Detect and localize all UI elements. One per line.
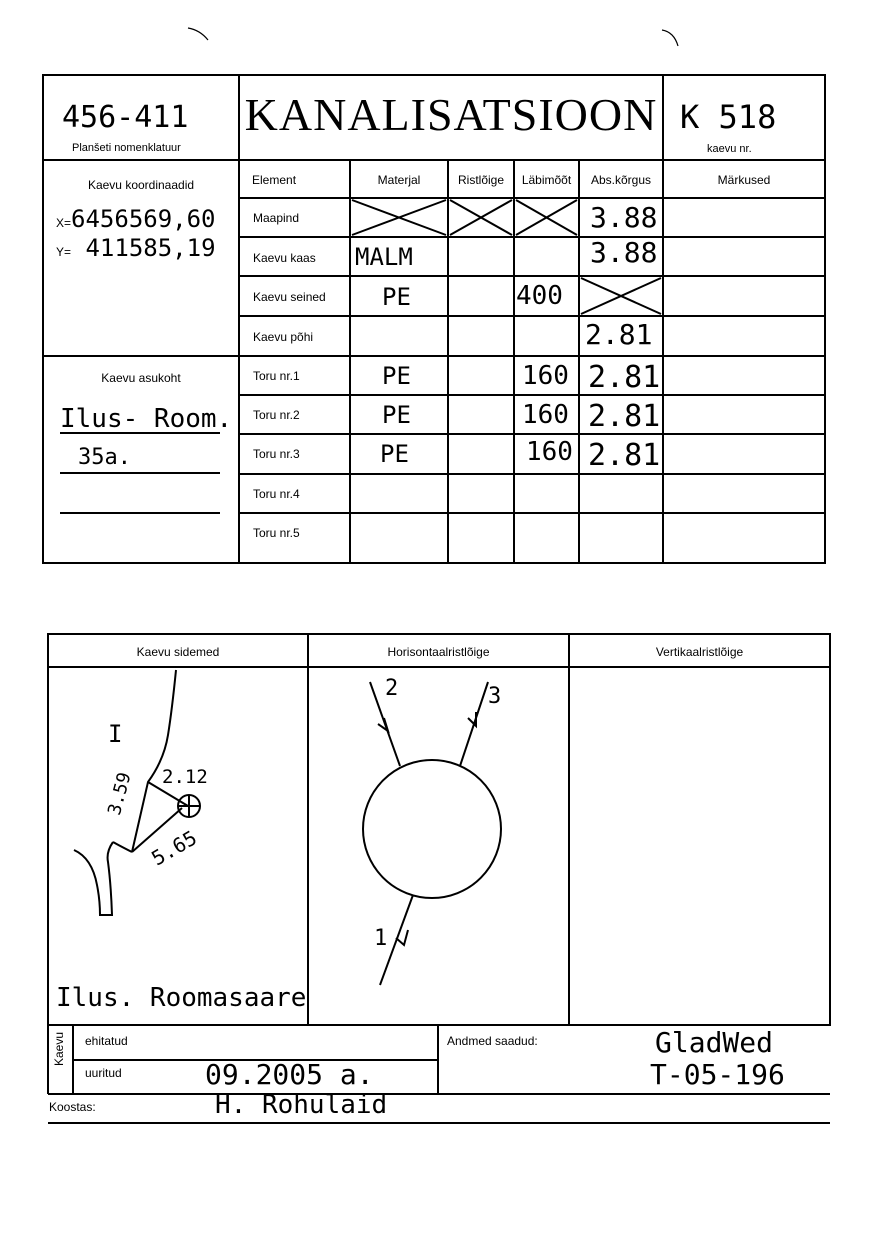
row-element: Kaevu põhi — [253, 330, 314, 344]
street-name: Ilus. Roomasaare — [56, 983, 307, 1013]
pipe-1-label: 1 — [374, 926, 388, 951]
row-diameter: 160 — [522, 400, 569, 430]
location-label: Kaevu asukoht — [101, 371, 181, 385]
y-coordinate — [56, 234, 216, 262]
ties-dim-1: 2.12 — [162, 766, 208, 788]
well-number: K 518 — [680, 98, 777, 136]
row-element: Toru nr.3 — [253, 447, 300, 461]
header-cross-section: Ristlõige — [457, 173, 505, 187]
vertical-section-label: Vertikaalristlõige — [655, 645, 744, 659]
row-element: Toru nr.5 — [253, 526, 300, 540]
data-from-label: Andmed saadud: — [447, 1034, 538, 1048]
header-diameter: Läbimõõt — [521, 173, 572, 187]
row-height: 2.81 — [588, 438, 661, 473]
horizontal-section-label: Horisontaalristlõige — [387, 645, 490, 659]
row-element: Toru nr.4 — [253, 487, 300, 501]
surveyed-date: 09.2005 a. — [205, 1058, 374, 1091]
row-material: MALM — [355, 243, 413, 271]
ties-dim-3: 5.65 — [147, 825, 201, 871]
data-from-code: T-05-196 — [650, 1058, 785, 1091]
y-prefix: Y= — [56, 245, 72, 259]
row-diameter: 160 — [526, 437, 573, 467]
well-number-label: kaevu nr. — [707, 143, 752, 155]
location-line-2: 35a. — [78, 445, 131, 470]
row-material: PE — [382, 401, 411, 429]
compiled-by: H. Rohulaid — [215, 1090, 388, 1120]
x-coordinate — [56, 205, 216, 233]
built-label: ehitatud — [85, 1034, 128, 1048]
plan-number: 456-411 — [62, 100, 189, 135]
plan-label: Planšeti nomenklatuur — [72, 142, 181, 154]
pipe-3-label: 3 — [488, 684, 502, 709]
x-prefix: X= — [56, 216, 72, 230]
compiled-label: Koostas: — [49, 1100, 96, 1114]
row-diameter: 400 — [516, 281, 563, 311]
diagram-grid — [0, 600, 874, 1040]
header-element: Element — [252, 173, 297, 187]
row-material: PE — [382, 362, 411, 390]
row-height: 2.81 — [588, 360, 661, 395]
ties-label: Kaevu sidemed — [136, 645, 220, 659]
data-from-value: GladWed — [655, 1026, 774, 1059]
row-height: 3.88 — [590, 236, 658, 269]
ties-dim-2: 3.59 — [104, 770, 136, 818]
location-line-1: Ilus- Room. — [60, 404, 233, 434]
row-diameter: 160 — [522, 361, 569, 391]
ties-roman: I — [108, 720, 123, 748]
header-abs-height: Abs.kõrgus — [590, 173, 652, 187]
row-material: PE — [380, 440, 409, 468]
row-element: Maapind — [253, 211, 300, 225]
row-element: Kaevu seined — [253, 290, 326, 304]
coords-label: Kaevu koordinaadid — [87, 178, 195, 192]
row-height: 2.81 — [585, 318, 653, 351]
surveyed-label: uuritud — [85, 1066, 122, 1080]
row-element: Toru nr.1 — [253, 369, 300, 383]
y-value: 411585,19 — [85, 234, 216, 262]
footer-side-label: Kaevu — [52, 1031, 66, 1066]
page-title: KANALISATSIOON — [244, 89, 658, 140]
row-height: 3.88 — [590, 201, 658, 234]
x-value: 6456569,60 — [71, 205, 216, 233]
row-element: Toru nr.2 — [253, 408, 300, 422]
header-notes: Märkused — [717, 173, 771, 187]
row-height: 2.81 — [588, 399, 661, 434]
pipe-2-label: 2 — [385, 676, 399, 701]
row-material: PE — [382, 283, 411, 311]
ties-sketch — [74, 670, 200, 915]
row-element: Kaevu kaas — [253, 251, 316, 265]
header-material: Materjal — [377, 173, 421, 187]
